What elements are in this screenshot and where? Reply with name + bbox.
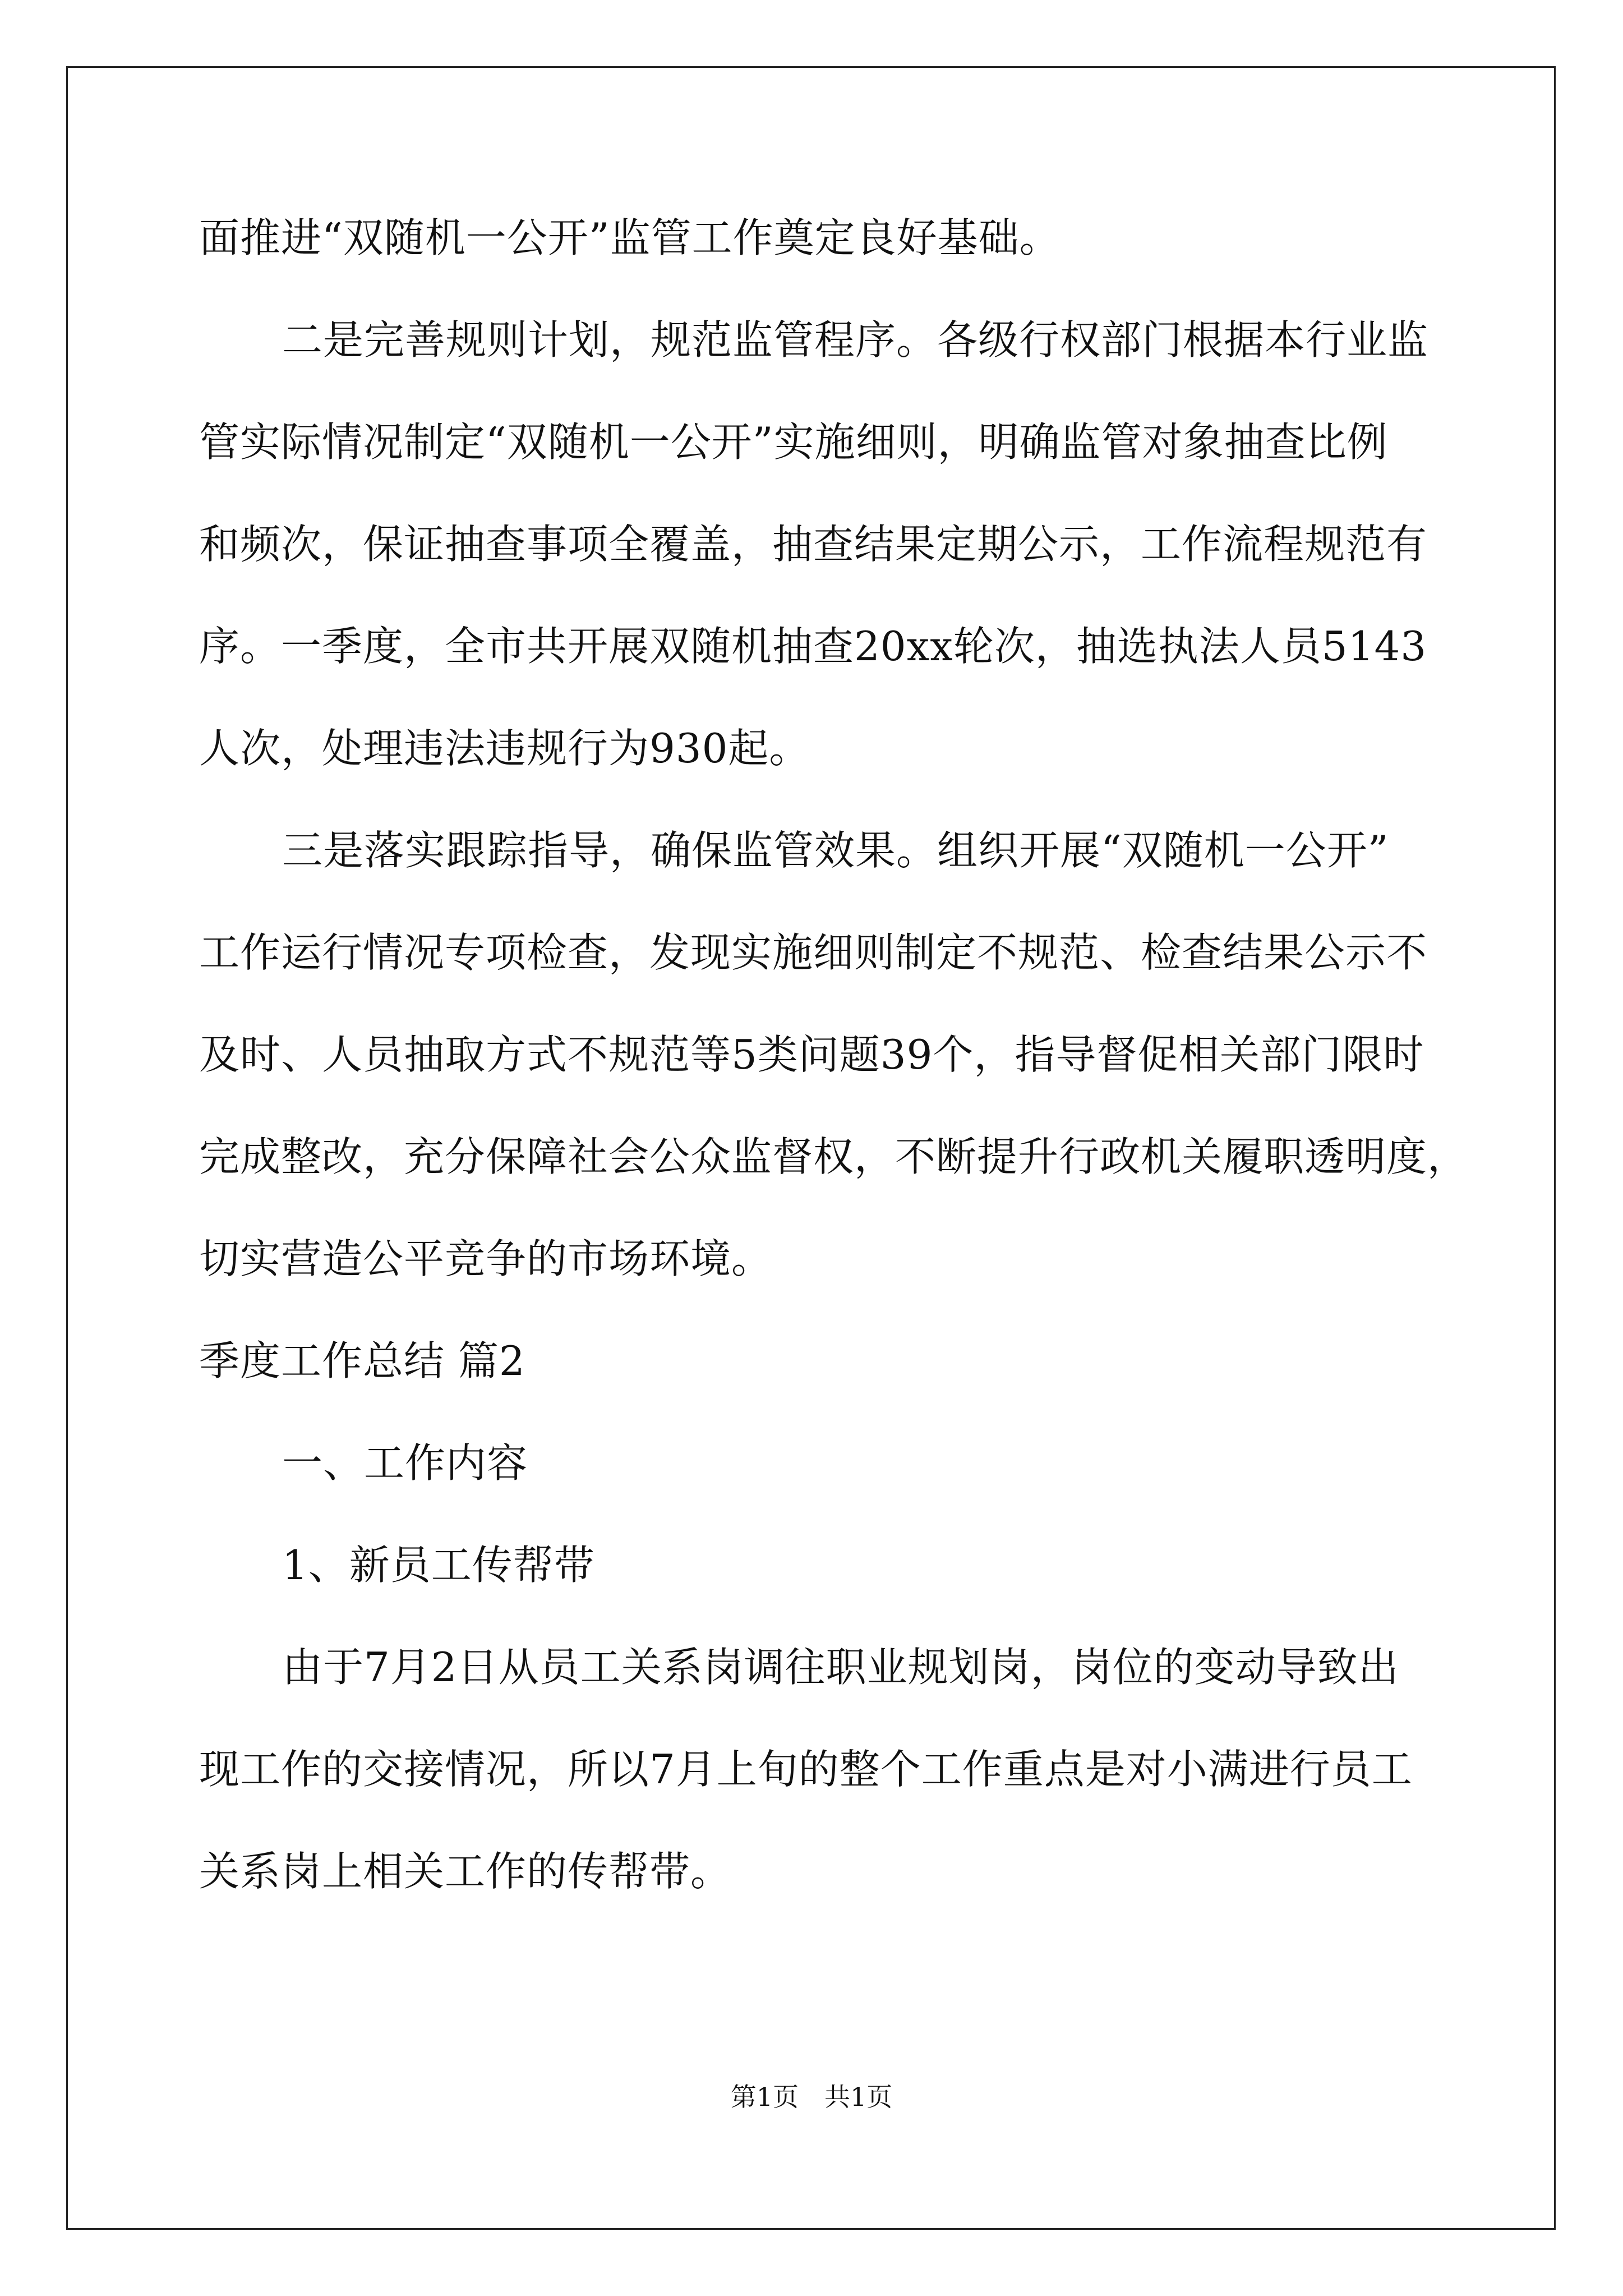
text-line: 管实际情况制定“双随机一公开”实施细则，明确监管对象抽查比例: [199, 418, 1388, 466]
text-line: 三是落实跟踪指导，确保监管效果。组织开展“双随机一公开”: [282, 827, 1389, 874]
subheading: 一、工作内容: [282, 1439, 528, 1487]
text-line: 完成整改，充分保障社会公众监督权，不断提升行政机关履职透明度，: [199, 1133, 1469, 1180]
page-number: 第1页 共1页: [730, 2082, 893, 2112]
text-line: 和频次，保证抽查事项全覆盖，抽查结果定期公示，工作流程规范有: [199, 521, 1428, 568]
text-line: 现工作的交接情况，所以7月上旬的整个工作重点是对小满进行员工: [199, 1746, 1413, 1793]
section-heading: 季度工作总结 篇2: [199, 1337, 525, 1384]
text-line: 二是完善规则计划，规范监管程序。各级行权部门根据本行业监: [282, 316, 1429, 364]
subheading: 1、新员工传帮带: [282, 1542, 595, 1589]
text-line: 及时、人员抽取方式不规范等5类问题39个，指导督促相关部门限时: [199, 1031, 1424, 1078]
text-line: 人次，处理违法违规行为930起。: [199, 725, 810, 772]
text-line: 关系岗上相关工作的传帮带。: [199, 1848, 732, 1895]
text-line: 序。一季度，全市共开展双随机抽查20xx轮次，抽选执法人员5143: [199, 623, 1427, 670]
text-line: 工作运行情况专项检查，发现实施细则制定不规范、检查结果公示不: [199, 929, 1428, 976]
text-line: 切实营造公平竞争的市场环境。: [199, 1235, 773, 1282]
text-line: 面推进“双随机一公开”监管工作奠定良好基础。: [199, 214, 1061, 261]
text-line: 由于7月2日从员工关系岗调往职业规划岗，岗位的变动导致出: [282, 1644, 1399, 1691]
